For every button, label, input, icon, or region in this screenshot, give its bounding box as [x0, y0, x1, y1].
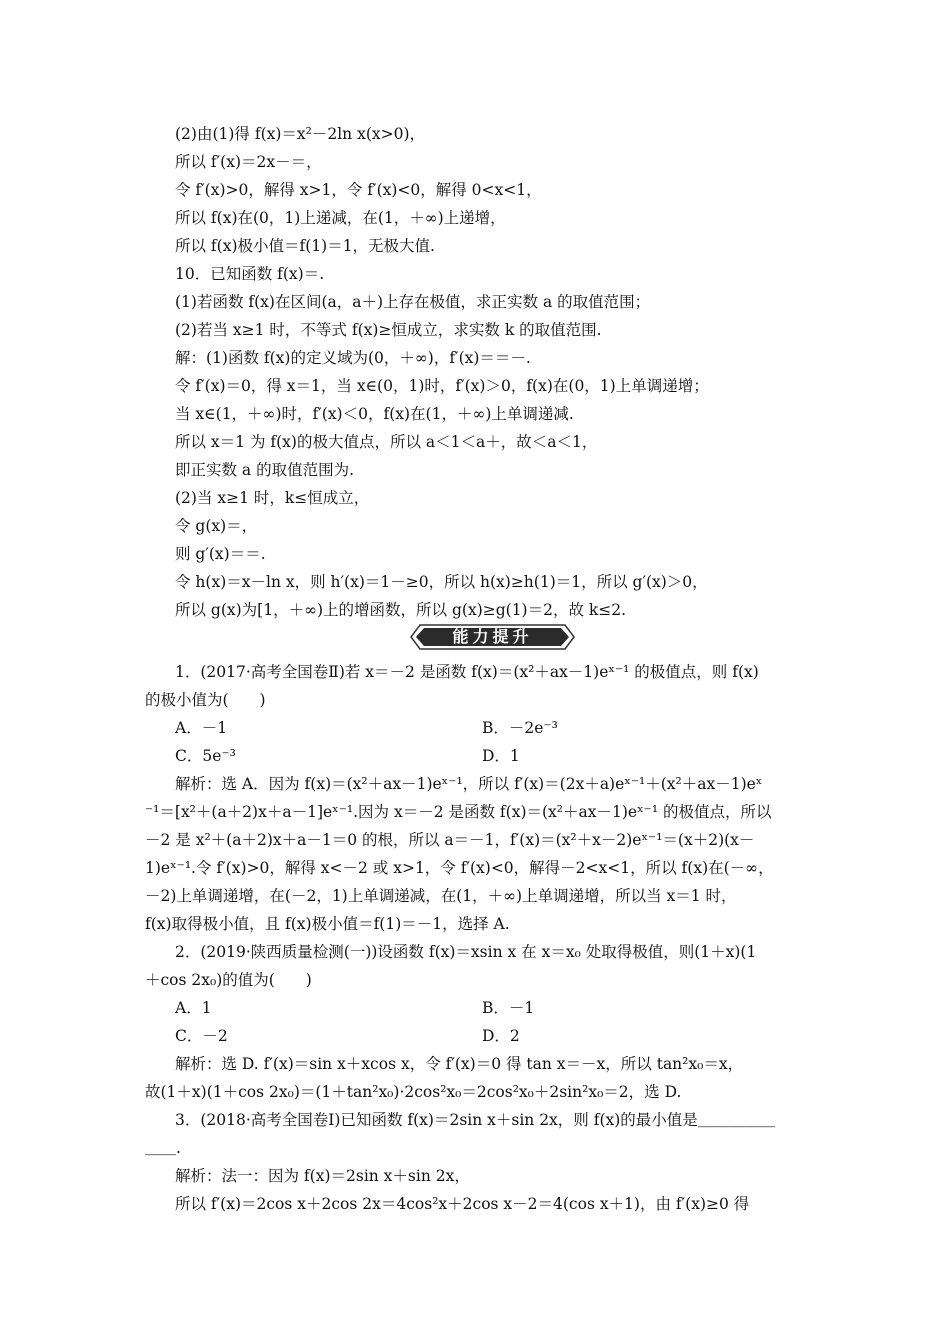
option-d: D．2	[482, 1027, 520, 1045]
question-3-stem: 3．(2018·高考全国卷Ⅰ)已知函数 f(x)＝2sin x＋sin 2x，则 f(x)的最小值是＿＿＿＿＿	[175, 1111, 776, 1129]
text-line: 则 g′(x)＝＝.	[175, 545, 266, 563]
text-line: 所以 f(x)在(0，1)上递减，在(1，＋∞)上递增，	[175, 209, 506, 227]
text-line: 解：(1)函数 f(x)的定义域为(0，＋∞)，f′(x)＝＝－.	[175, 349, 531, 367]
solution-line: 所以 f′(x)＝2cos x＋2cos 2x＝4cos²x＋2cos x－2＝4(cos x＋1)，由 f′(x)≥0 得	[175, 1195, 750, 1213]
question-1-stem: 1．(2017·高考全国卷Ⅱ)若 x＝－2 是函数 f(x)＝(x²＋ax－1)eˣ⁻¹ 的极值点，则 f(x)	[175, 663, 759, 681]
option-a: A．－1	[175, 719, 228, 737]
option-b: B．－2e⁻³	[482, 719, 558, 737]
option-b: B．－1	[482, 999, 535, 1017]
option-d: D．1	[482, 747, 520, 765]
text-line: (2)当 x≥1 时，k≤恒成立，	[175, 489, 370, 507]
solution-line: 解析：法一：因为 f(x)＝2sin x＋sin 2x，	[175, 1167, 470, 1185]
question-3-stem-cont: ＿＿.	[145, 1139, 181, 1157]
solution-line: 解析：选 D. f′(x)＝sin x＋xcos x，令 f′(x)＝0 得 tan x＝－x，所以 tan²x₀＝x，	[175, 1055, 744, 1073]
question-2-stem: 2．(2019·陕西质量检测(一))设函数 f(x)＝xsin x 在 x＝x₀ 处取得极值，则(1＋x)(1	[175, 943, 757, 961]
solution-line: －2)上单调递增，在(－2，1)上单调递减，在(1，＋∞)上单调递增，所以当 x＝1 时，	[145, 887, 737, 905]
text-line: 所以 f′(x)＝2x－＝，	[175, 153, 322, 171]
text-line: 即正实数 a 的取值范围为.	[175, 461, 355, 479]
question-1-stem-cont: 的极小值为( )	[145, 691, 266, 709]
text-line: 令 f′(x)＝0，得 x＝1，当 x∈(0，1)时，f′(x)＞0，f(x)在(0，1)上单调递增；	[175, 377, 709, 395]
section-banner	[410, 623, 575, 651]
text-line: (2)若当 x≥1 时，不等式 f(x)≥恒成立，求实数 k 的取值范围.	[175, 321, 602, 339]
text-line: 所以 x＝1 为 f(x)的极大值点，所以 a＜1＜a＋，故＜a＜1，	[175, 433, 598, 451]
option-c: C．－2	[175, 1027, 228, 1045]
text-line: 当 x∈(1，＋∞)时，f′(x)＜0，f(x)在(1，＋∞)上单调递减.	[175, 405, 574, 423]
text-line: (1)若函数 f(x)在区间(a，a＋)上存在极值，求正实数 a 的取值范围；	[175, 293, 651, 311]
question-2-stem-cont: ＋cos 2x₀)的值为( )	[145, 971, 312, 989]
solution-line: 故(1＋x)(1＋cos 2x₀)＝(1＋tan²x₀)·2cos²x₀＝2cos²x₀＋2sin²x₀＝2，选 D.	[145, 1083, 682, 1101]
solution-line: 解析：选 A．因为 f(x)＝(x²＋ax－1)eˣ⁻¹，所以 f′(x)＝(2x＋a)eˣ⁻¹＋(x²＋ax－1)eˣ	[175, 775, 763, 793]
text-line: 令 h(x)＝x－ln x，则 h′(x)＝1－≥0，所以 h(x)≥h(1)＝1，所以 g′(x)＞0，	[175, 573, 708, 591]
text-line: 令 g(x)＝，	[175, 517, 258, 535]
option-c: C．5e⁻³	[175, 747, 236, 765]
text-line: 令 f′(x)>0，解得 x>1，令 f′(x)<0，解得 0<x<1，	[175, 181, 542, 199]
solution-line: 1)eˣ⁻¹.令 f′(x)>0，解得 x<－2 或 x>1，令 f′(x)<0，解得－2<x<1，所以 f(x)在(－∞，	[145, 859, 774, 877]
solution-line: f(x)取得极小值，且 f(x)极小值＝f(1)＝－1，选择 A.	[145, 915, 510, 933]
text-line: 所以 g(x)为[1，＋∞)上的增函数，所以 g(x)≥g(1)＝2，故 k≤2.	[175, 601, 627, 619]
solution-line: －2 是 x²＋(a＋2)x＋a－1＝0 的根，所以 a＝－1，f′(x)＝(x²＋x－2)eˣ⁻¹＝(x＋2)(x－	[145, 831, 755, 849]
option-a: A．1	[175, 999, 212, 1017]
problem-10-stem: 10．已知函数 f(x)＝.	[175, 265, 325, 283]
banner-title: 能力提升	[452, 627, 533, 646]
text-line: (2)由(1)得 f(x)＝x²－2ln x(x>0)，	[175, 125, 426, 143]
solution-line: ⁻¹＝[x²＋(a＋2)x＋a－1]eˣ⁻¹.因为 x＝－2 是函数 f(x)＝(x²＋ax－1)eˣ⁻¹ 的极值点，所以	[145, 803, 772, 821]
text-line: 所以 f(x)极小值＝f(1)＝1，无极大值.	[175, 237, 435, 255]
